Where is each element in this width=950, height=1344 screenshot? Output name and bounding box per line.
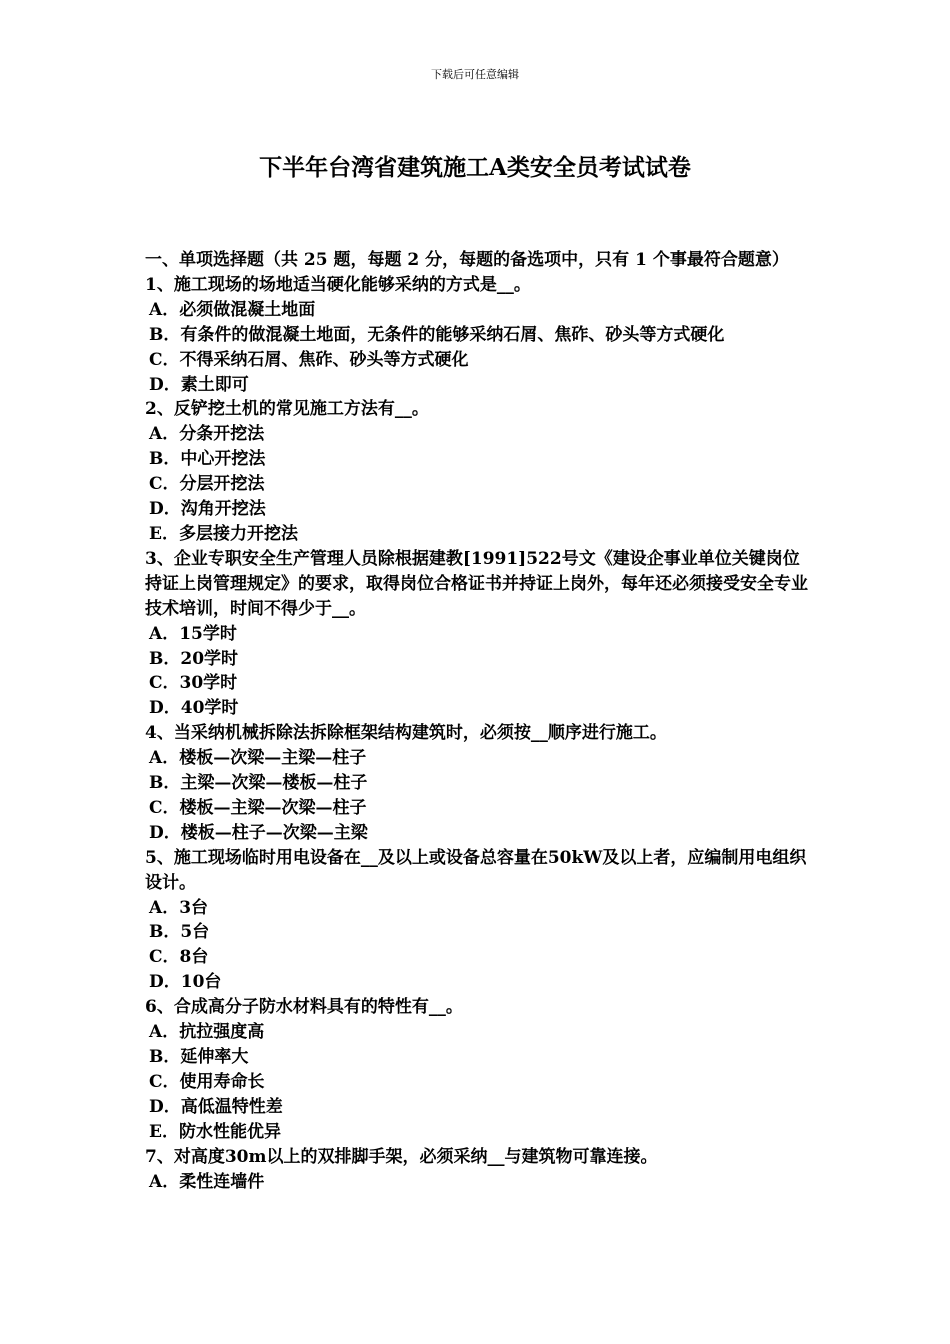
question-stem: 3、企业专职安全生产管理人员除根据建教[1991]522号文《建设企事业单位关键岗位持证上岗管理规定》的要求，取得岗位合格证书并持证上岗外，每年还必须接受安全专业技术培训，时间不得少于__。 <box>145 548 808 619</box>
option-d: D．40学时 <box>149 698 239 719</box>
question-6 <box>145 995 810 1144</box>
option-a: A．3台 <box>149 897 209 918</box>
option-a: A．柔性连墙件 <box>149 1171 265 1192</box>
question-stem: 4、当采纳机械拆除法拆除框架结构建筑时，必须按__顺序进行施工。 <box>145 723 667 744</box>
question-1 <box>145 273 810 398</box>
question-3 <box>145 547 810 721</box>
option-c: C．8台 <box>149 947 209 968</box>
option-b: B．延伸率大 <box>149 1047 249 1067</box>
option-d: D．10台 <box>149 972 222 993</box>
option-a: A．抗拉强度高 <box>149 1022 265 1043</box>
option-b: B．20学时 <box>149 648 239 669</box>
question-stem: 1、施工现场的场地适当硬化能够采纳的方式是__。 <box>145 274 531 295</box>
option-a: A．楼板—次梁—主梁—柱子 <box>149 748 367 769</box>
option-c: C．不得采纳石屑、焦砟、砂头等方式硬化 <box>149 349 469 370</box>
document-title: 下半年台湾省建筑施工A类安全员考试试卷 <box>259 154 691 181</box>
header-note: 下载后可任意编辑 <box>431 68 519 81</box>
option-d: D．高低温特性差 <box>149 1096 283 1117</box>
question-4 <box>145 721 810 846</box>
question-2 <box>145 397 810 546</box>
option-b: B．中心开挖法 <box>149 449 266 470</box>
option-a: A．15学时 <box>149 623 237 644</box>
option-c: C．分层开挖法 <box>149 474 265 495</box>
question-stem: 6、合成高分子防水材料具有的特性有__。 <box>145 997 463 1018</box>
option-a: A．分条开挖法 <box>149 424 265 445</box>
question-7 <box>145 1145 810 1195</box>
exam-content <box>145 248 810 1194</box>
question-stem: 7、对高度30m以上的双排脚手架，必须采纳__与建筑物可靠连接。 <box>145 1146 658 1167</box>
option-b: B．5台 <box>149 922 210 943</box>
section-heading: 一、单项选择题（共 25 题，每题 2 分，每题的备选项中，只有 1 个事最符合题意） <box>145 250 789 270</box>
question-stem: 5、施工现场临时用电设备在__及以上或设备总容量在50kW及以上者，应编制用电组织设计。 <box>145 847 807 893</box>
question-5 <box>145 846 810 995</box>
option-c: C．使用寿命长 <box>149 1071 265 1092</box>
question-stem: 2、反铲挖土机的常见施工方法有__。 <box>145 399 429 420</box>
option-b: B．有条件的做混凝土地面，无条件的能够采纳石屑、焦砟、砂头等方式硬化 <box>149 324 725 345</box>
option-e: E．防水性能优异 <box>149 1121 281 1142</box>
option-d: D．楼板—柱子—次梁—主梁 <box>149 822 368 843</box>
option-a: A．必须做混凝土地面 <box>149 299 316 320</box>
option-b: B．主梁—次梁—楼板—柱子 <box>149 773 368 794</box>
option-d: D．素土即可 <box>149 374 249 395</box>
option-e: E．多层接力开挖法 <box>149 523 298 544</box>
option-c: C．30学时 <box>149 673 238 694</box>
option-c: C．楼板—主梁—次梁—柱子 <box>149 797 367 818</box>
option-d: D．沟角开挖法 <box>149 499 266 520</box>
